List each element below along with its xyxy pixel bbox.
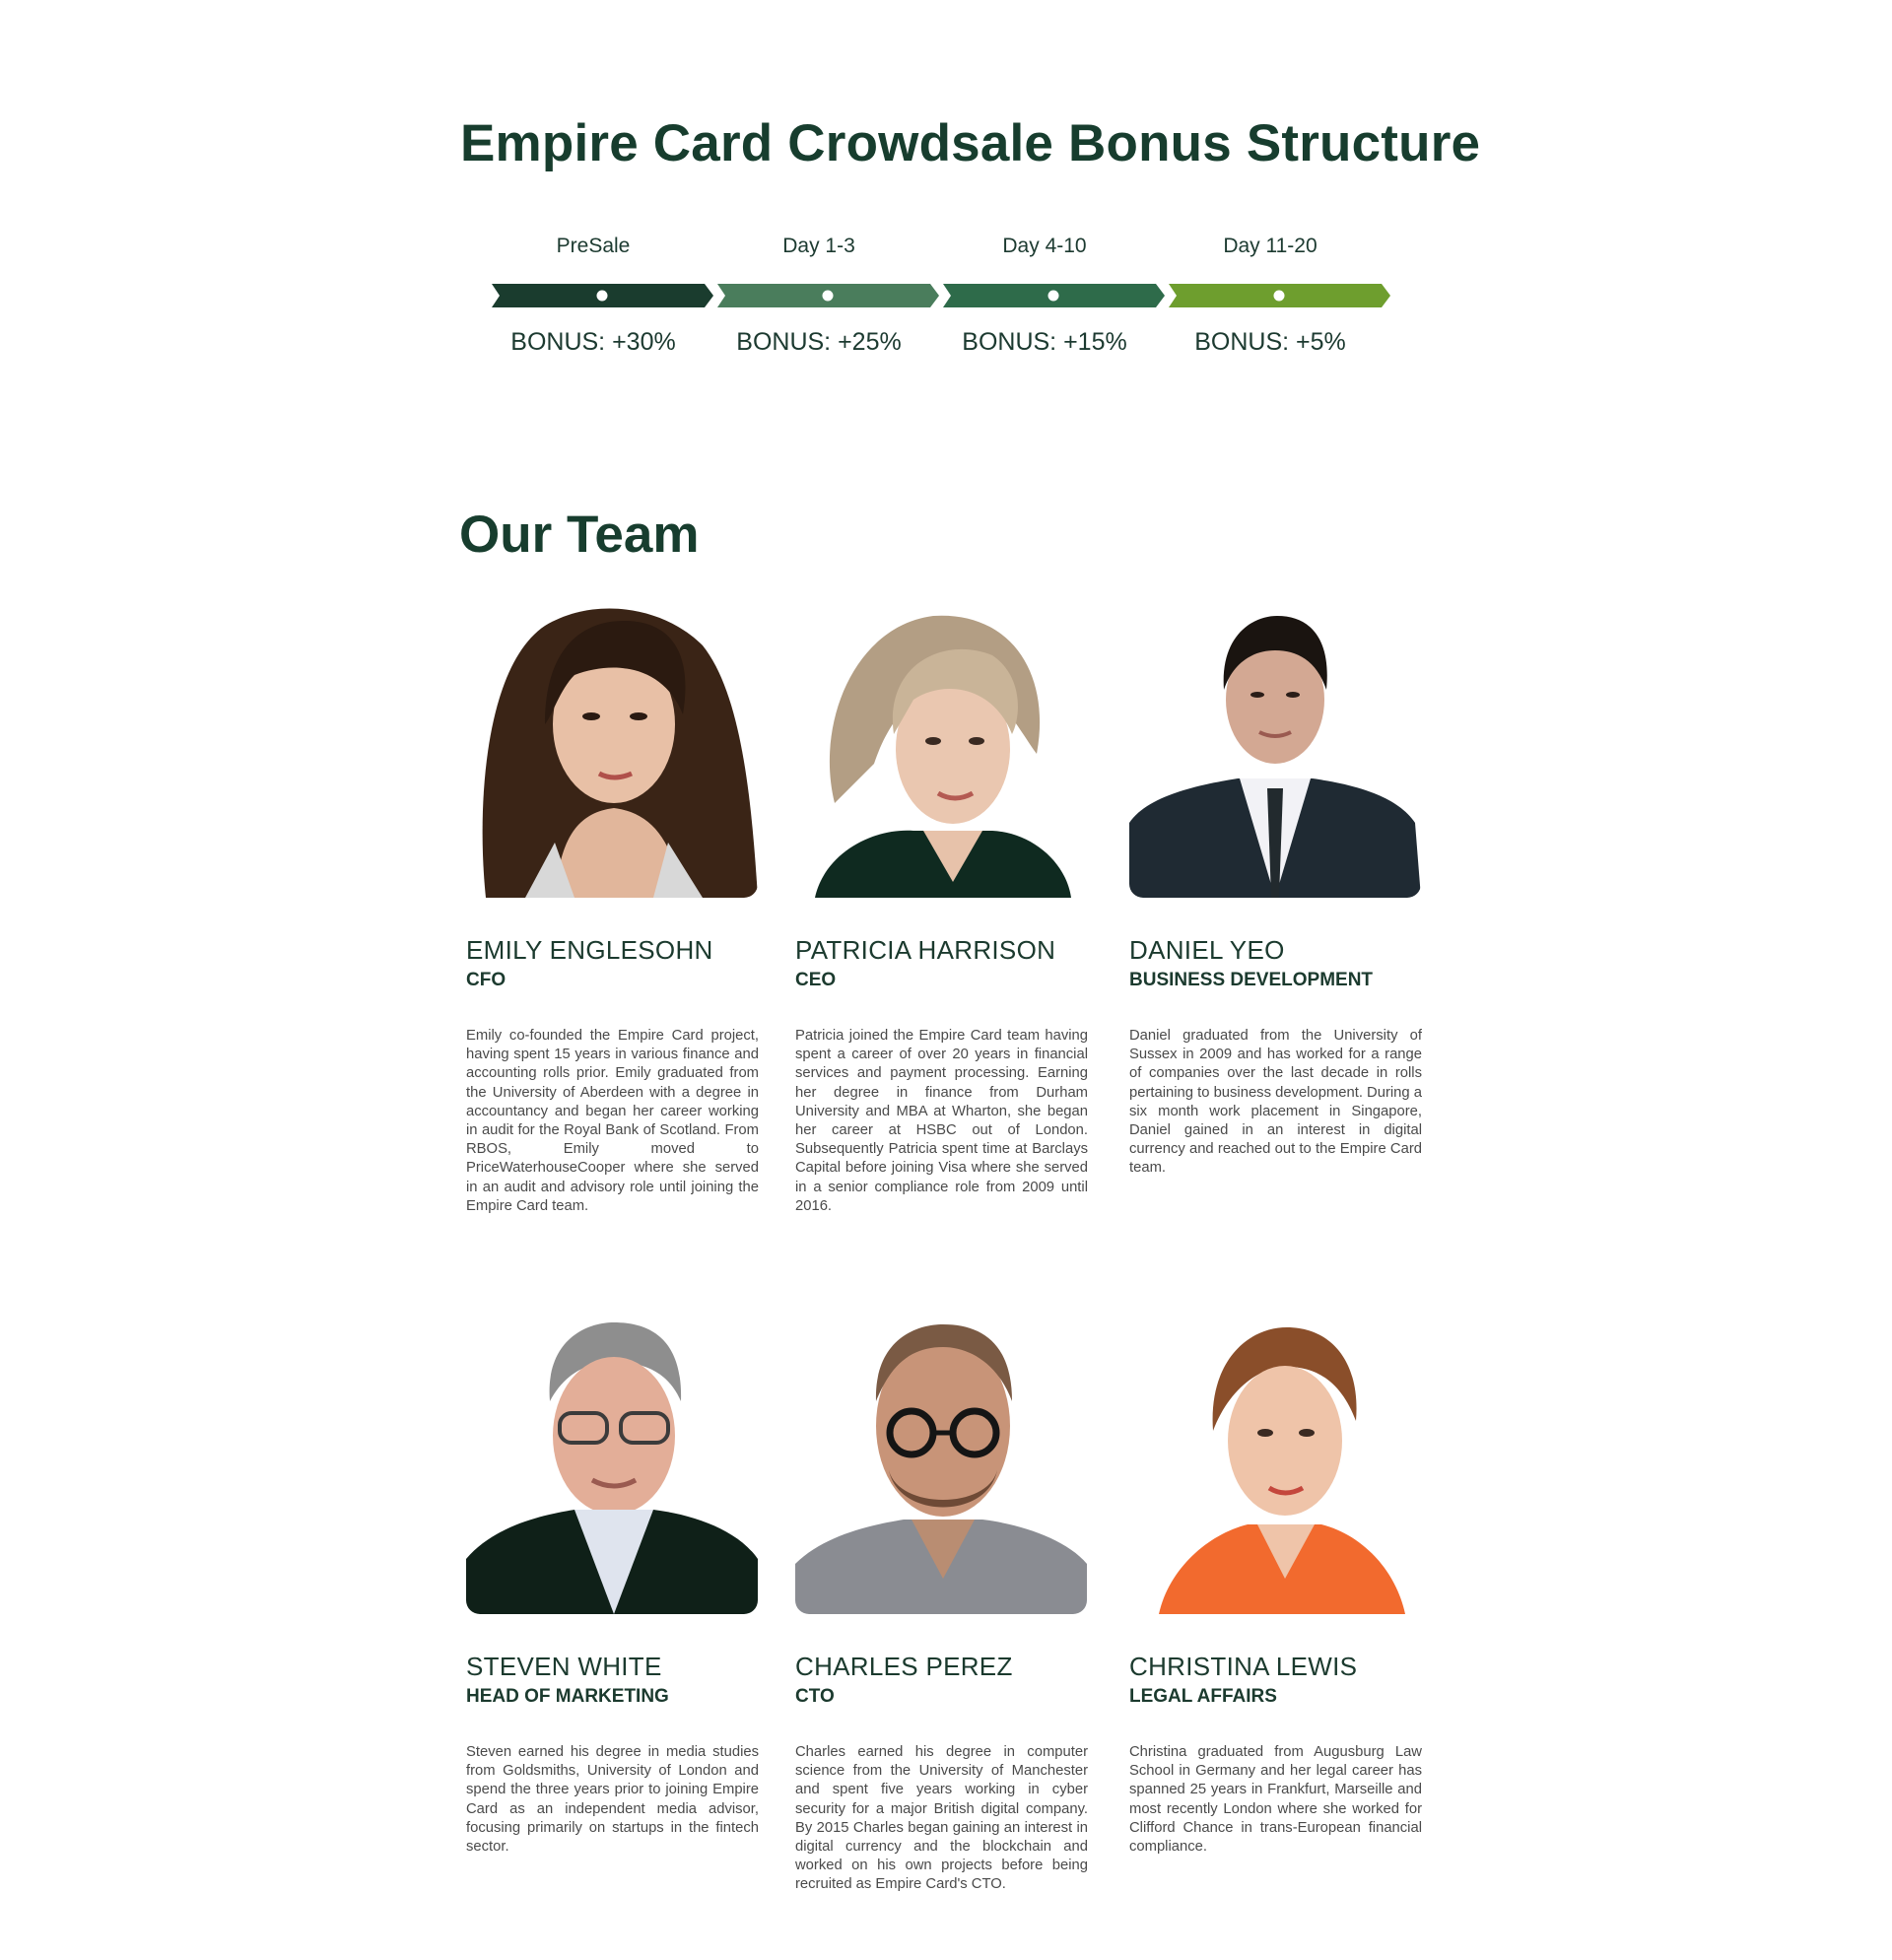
woman-portrait-photo (466, 606, 758, 898)
stage-label: Day 4-10 (1002, 235, 1087, 257)
member-role: HEAD OF MARKETING (466, 1686, 669, 1707)
member-name: DANIEL YEO (1129, 935, 1285, 965)
member-name: PATRICIA HARRISON (795, 935, 1056, 965)
bonus-timeline (490, 227, 1386, 365)
member-role: BUSINESS DEVELOPMENT (1129, 970, 1374, 990)
stage-arrow (490, 283, 716, 308)
man-portrait-photo (795, 1322, 1087, 1614)
team-member-card (1129, 1322, 1425, 1857)
member-name: CHRISTINA LEWIS (1129, 1652, 1358, 1681)
stage-label: Day 11-20 (1223, 235, 1318, 257)
bonus-stage-day-11-20 (1167, 227, 1393, 365)
team-member-card (466, 606, 762, 1216)
member-bio: Steven earned his degree in media studies from Goldsmiths, University of London and spend the three years prior to joining Empire Card as an independent media advisor, focusing primarily on startups in the fintech sector. (466, 1744, 759, 1856)
stage-arrow (1167, 283, 1393, 308)
team-member-card (466, 1322, 762, 1857)
team-member-card (795, 1322, 1091, 1895)
stage-bonus: BONUS: +5% (1194, 328, 1346, 356)
member-bio: Daniel graduated from the University of Sussex in 2009 and has worked for a range of companies over the last decade in rolls pertaining to business development. During a six month work placement in Singapore, Daniel gained in an interest in digital currency and reached out to the Empire Card team. (1129, 1028, 1422, 1177)
stage-bonus: BONUS: +15% (962, 328, 1127, 356)
member-bio: Emily co-founded the Empire Card project, having spent 15 years in various finance and accounting rolls prior. Emily graduated from the University of Aberdeen with a degree in accountancy and began her career working in audit for the Royal Bank of Scotland. From RBOS, Emily moved to PriceWaterhouseCooper where she served in an audit and advisory role until joining the Empire Card team. (466, 1028, 759, 1214)
member-role: LEGAL AFFAIRS (1129, 1686, 1277, 1707)
member-name: EMILY ENGLESOHN (466, 935, 713, 965)
stage-marker-icon (1048, 291, 1059, 302)
member-role: CEO (795, 970, 837, 990)
bonus-stage-day-1-3 (715, 227, 942, 365)
member-bio: Christina graduated from Augusburg Law School in Germany and her legal career has spanned 25 years in Frankfurt, Marseille and most recently London where she worked for Clifford Chance in trans-European financial compliance. (1129, 1744, 1422, 1856)
stage-label: Day 1-3 (782, 235, 855, 257)
member-name: STEVEN WHITE (466, 1652, 662, 1681)
woman-portrait-photo (1129, 1322, 1421, 1614)
stage-bonus: BONUS: +25% (736, 328, 902, 356)
member-role: CTO (795, 1686, 835, 1707)
stage-label: PreSale (556, 235, 631, 257)
team-section-title: Our Team (459, 506, 700, 564)
team-member-card (795, 606, 1091, 1216)
bonus-stage-day-4-10 (941, 227, 1168, 365)
man-portrait-photo (466, 1322, 758, 1614)
member-role: CFO (466, 970, 507, 990)
team-member-card (1129, 606, 1425, 1179)
member-name: CHARLES PEREZ (795, 1652, 1013, 1681)
stage-arrow (715, 283, 942, 308)
member-bio: Patricia joined the Empire Card team having spent a career of over 20 years in financial services and payment processing. Earning her degree in finance from Durham University and MBA at Wharton, she began her career at HSBC out of London. Subsequently Patricia spent time at Barclays Capital before joining Visa where she served in a senior compliance role from 2009 until 2016. (795, 1028, 1088, 1214)
bonus-stage-presale (490, 227, 716, 365)
stage-marker-icon (1274, 291, 1285, 302)
stage-marker-icon (823, 291, 834, 302)
member-bio: Charles earned his degree in computer science from the University of Manchester and spent five years working in cyber security for a major British digital company. By 2015 Charles began gaining an interest in digital currency and the blockchain and worked on his own projects before being recruited as Empire Card's CTO. (795, 1744, 1088, 1893)
man-portrait-photo (1129, 606, 1421, 898)
stage-marker-icon (597, 291, 608, 302)
stage-bonus: BONUS: +30% (510, 328, 676, 356)
woman-portrait-photo (795, 606, 1087, 898)
stage-arrow (941, 283, 1168, 308)
page-title: Empire Card Crowdsale Bonus Structure (460, 114, 1481, 172)
